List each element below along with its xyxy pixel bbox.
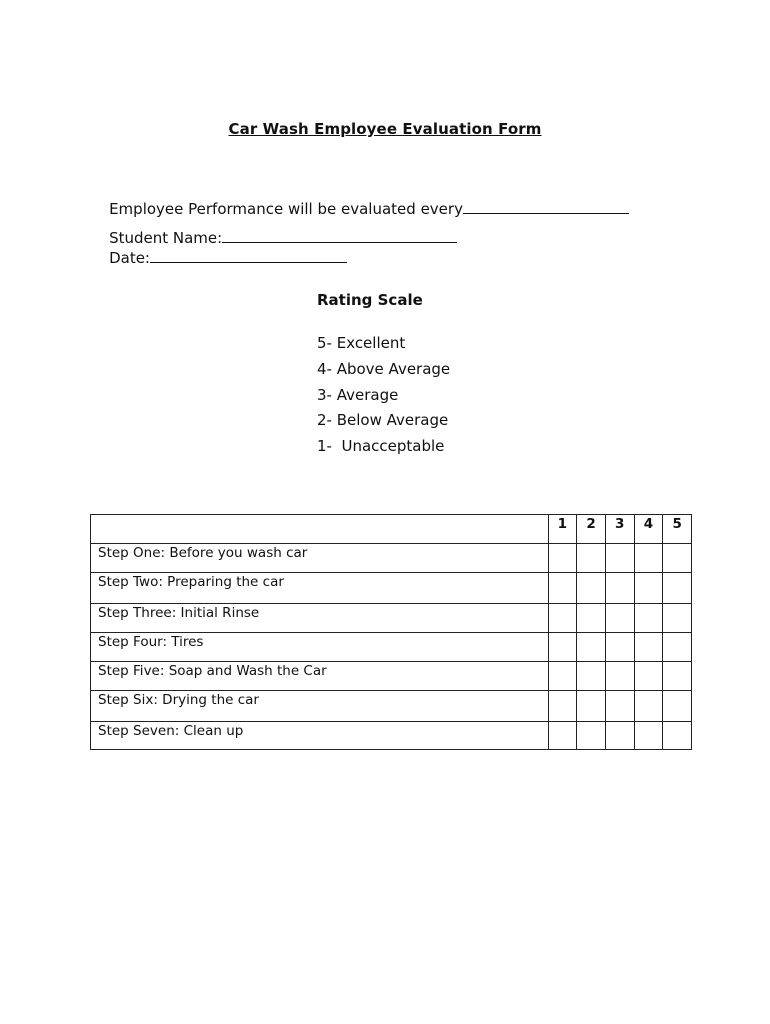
score-header-3: 3 <box>605 515 634 544</box>
score-cell[interactable] <box>548 691 577 722</box>
score-cell[interactable] <box>605 722 634 750</box>
performance-frequency-field[interactable] <box>463 199 629 214</box>
date-label: Date: <box>109 249 150 267</box>
score-cell[interactable] <box>605 604 634 633</box>
score-cell[interactable] <box>605 573 634 604</box>
rating-item-4: 4- Above Average <box>317 359 451 378</box>
score-cell[interactable] <box>577 691 606 722</box>
rating-item-1: 1- Unacceptable <box>317 437 445 456</box>
score-cell[interactable] <box>548 722 577 750</box>
evaluation-table <box>90 514 692 750</box>
date-field[interactable] <box>150 248 347 263</box>
step-label: Step Six: Drying the car <box>91 691 549 722</box>
table-row <box>91 633 692 662</box>
form-title: Car Wash Employee Evaluation Form <box>228 120 542 138</box>
table-header-row <box>91 515 692 544</box>
score-cell[interactable] <box>605 633 634 662</box>
score-cell[interactable] <box>577 573 606 604</box>
score-cell[interactable] <box>663 544 692 573</box>
step-label: Step One: Before you wash car <box>91 544 549 573</box>
score-cell[interactable] <box>634 691 663 722</box>
score-cell[interactable] <box>548 604 577 633</box>
score-cell[interactable] <box>634 722 663 750</box>
step-label: Step Four: Tires <box>91 633 549 662</box>
score-cell[interactable] <box>577 722 606 750</box>
table-row <box>91 691 692 722</box>
table-row <box>91 604 692 633</box>
score-cell[interactable] <box>605 662 634 691</box>
student-name-label: Student Name: <box>109 229 223 247</box>
score-header-2: 2 <box>577 515 606 544</box>
score-cell[interactable] <box>548 633 577 662</box>
score-cell[interactable] <box>634 544 663 573</box>
date-line <box>90 230 347 285</box>
score-cell[interactable] <box>548 662 577 691</box>
rating-scale-title: Rating Scale <box>317 291 423 309</box>
score-cell[interactable] <box>663 662 692 691</box>
step-label: Step Two: Preparing the car <box>91 573 549 604</box>
score-header-4: 4 <box>634 515 663 544</box>
score-cell[interactable] <box>577 633 606 662</box>
score-cell[interactable] <box>548 544 577 573</box>
score-cell[interactable] <box>605 691 634 722</box>
table-row <box>91 722 692 750</box>
score-cell[interactable] <box>605 544 634 573</box>
score-cell[interactable] <box>663 691 692 722</box>
step-column-header <box>91 515 549 544</box>
step-label: Step Three: Initial Rinse <box>91 604 549 633</box>
table-row <box>91 662 692 691</box>
score-cell[interactable] <box>577 604 606 633</box>
rating-item-2: 2- Below Average <box>317 411 449 430</box>
score-cell[interactable] <box>577 544 606 573</box>
score-cell[interactable] <box>634 662 663 691</box>
score-cell[interactable] <box>663 722 692 750</box>
rating-item-5: 5- Excellent <box>317 334 406 352</box>
score-cell[interactable] <box>577 662 606 691</box>
score-cell[interactable] <box>634 573 663 604</box>
step-label: Step Five: Soap and Wash the Car <box>91 662 549 691</box>
table-row <box>91 544 692 573</box>
score-cell[interactable] <box>663 633 692 662</box>
performance-frequency-label: Employee Performance will be evaluated every <box>109 200 463 218</box>
score-cell[interactable] <box>663 604 692 633</box>
score-header-1: 1 <box>548 515 577 544</box>
table-row <box>91 573 692 604</box>
step-label: Step Seven: Clean up <box>91 722 549 750</box>
rating-item-3: 3- Average <box>317 385 399 404</box>
score-header-5: 5 <box>663 515 692 544</box>
score-cell[interactable] <box>634 604 663 633</box>
rating-scale <box>317 291 450 462</box>
score-cell[interactable] <box>548 573 577 604</box>
score-cell[interactable] <box>634 633 663 662</box>
score-cell[interactable] <box>663 573 692 604</box>
